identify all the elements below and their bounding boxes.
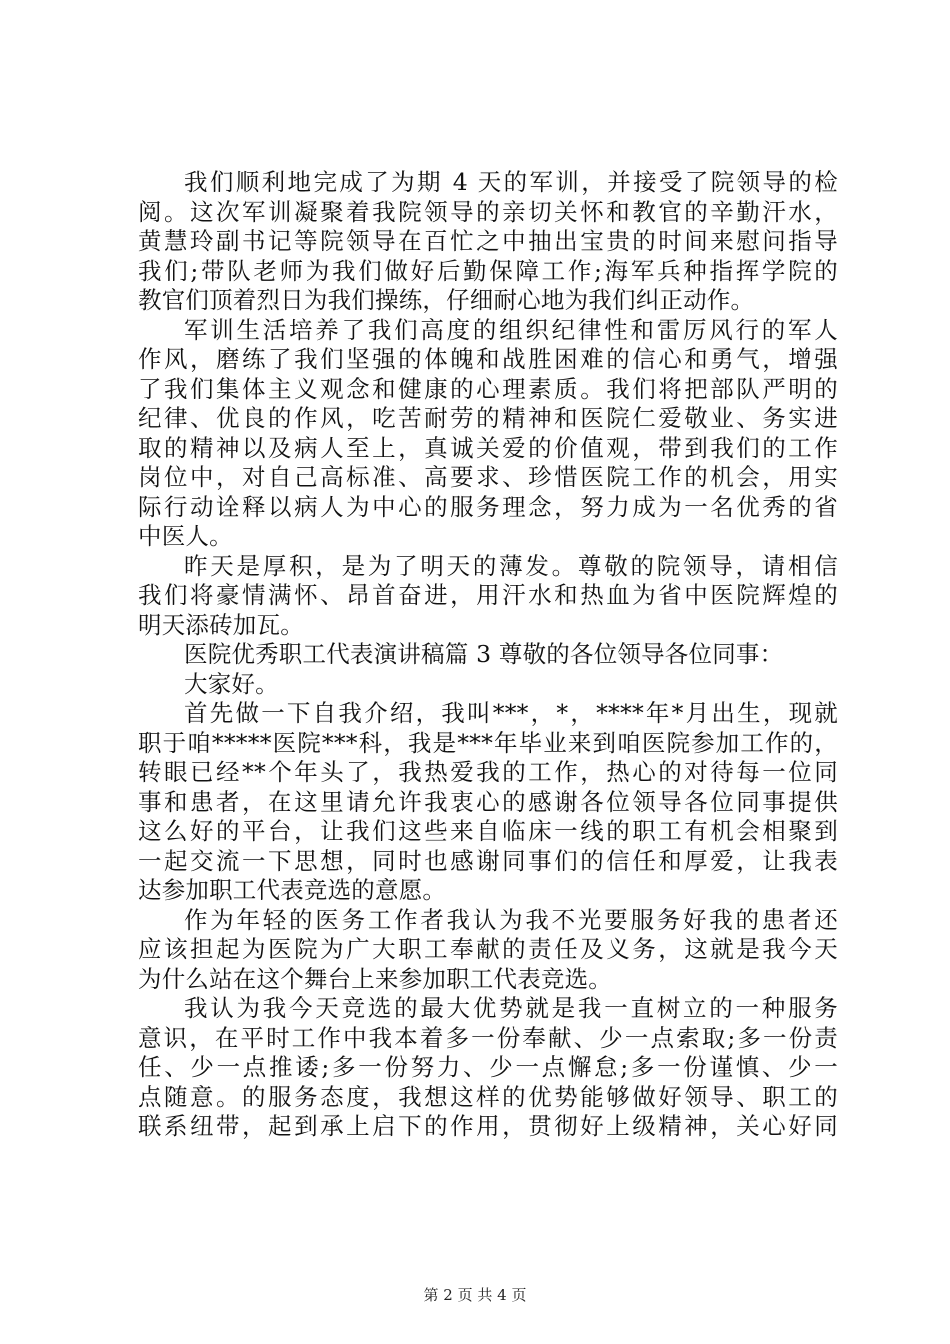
text-line: 中医人。 (138, 522, 233, 550)
text-line: 际行动诠释以病人为中心的服务理念，努力成为一名优秀的省 (138, 492, 838, 521)
text-line: 点随意。的服务态度，我想这样的优势能够做好领导、职工的 (138, 1082, 838, 1111)
text-line: 教官们顶着烈日为我们操练，仔细耐心地为我们纠正动作。 (138, 286, 755, 314)
text-line: 岗位中，对自己高标准、高要求、珍惜医院工作的机会，用实 (138, 463, 838, 491)
text-line: 明天添砖加瓦。 (138, 610, 304, 639)
text-line: 联系纽带，起到承上启下的作用，贯彻好上级精神，关心好同 (138, 1112, 838, 1140)
text-line: 我们;带队老师为我们做好后勤保障工作;海军兵种指挥学院的 (138, 256, 838, 285)
text-line: 达参加职工代表竞选的意愿。 (138, 876, 447, 904)
text-line: 这么好的平台，让我们这些来自临床一线的职工有机会相聚到 (138, 817, 838, 845)
text-line: 应该担起为医院为广大职工奉献的责任及义务，这就是我今天 (138, 935, 838, 963)
text-line: 医院优秀职工代表演讲稿篇 3 尊敬的各位领导各位同事： (184, 640, 784, 668)
text-line: 作为年轻的医务工作者我认为我不光要服务好我的患者还 (184, 905, 838, 934)
text-line: 任、少一点推诿;多一份努力、少一点懈怠;多一份谨慎、少一 (138, 1053, 838, 1081)
text-line: 纪律、优良的作风，吃苦耐劳的精神和医院仁爱敬业、务实进 (138, 404, 838, 432)
text-line: 我们将豪情满怀、昂首奋进，用汗水和热血为省中医院辉煌的 (138, 581, 838, 609)
text-line: 昨天是厚积，是为了明天的薄发。尊敬的院领导，请相信 (184, 551, 838, 580)
text-line: 事和患者，在这里请允许我衷心的感谢各位领导各位同事提供 (138, 787, 838, 816)
text-line: 军训生活培养了我们高度的组织纪律性和雷厉风行的军人 (184, 315, 838, 344)
text-line: 一起交流一下思想，同时也感谢同事们的信任和厚爱，让我表 (138, 846, 838, 875)
text-line: 作风，磨练了我们坚强的体魄和战胜困难的信心和勇气，增强 (138, 345, 838, 373)
text-line: 我认为我今天竞选的最大优势就是我一直树立的一种服务 (184, 994, 838, 1022)
page-number-footer: 第 2 页 共 4 页 (423, 1286, 527, 1304)
text-line: 我们顺利地完成了为期 4 天的军训，并接受了院领导的检 (184, 168, 838, 196)
text-line: 大家好。 (184, 669, 279, 698)
text-line: 黄慧玲副书记等院领导在百忙之中抽出宝贵的时间来慰问指导 (138, 227, 838, 255)
text-line: 首先做一下自我介绍，我叫***，*，****年*月出生，现就 (184, 699, 838, 727)
text-line: 转眼已经**个年头了，我热爱我的工作，热心的对待每一位同 (138, 758, 838, 786)
document-body (138, 168, 838, 1142)
text-line: 阅。这次军训凝聚着我院领导的亲切关怀和教官的辛勤汗水， (138, 197, 838, 226)
text-line: 取的精神以及病人至上，真诚关爱的价值观，带到我们的工作 (138, 433, 838, 462)
text-line: 了我们集体主义观念和健康的心理素质。我们将把部队严明的 (138, 374, 838, 403)
text-line: 意识，在平时工作中我本着多一份奉献、少一点索取;多一份责 (138, 1023, 838, 1052)
text-line: 职于咱*****医院***科，我是***年毕业来到咱医院参加工作的， (138, 728, 838, 757)
text-line: 为什么站在这个舞台上来参加职工代表竞选。 (138, 964, 612, 993)
